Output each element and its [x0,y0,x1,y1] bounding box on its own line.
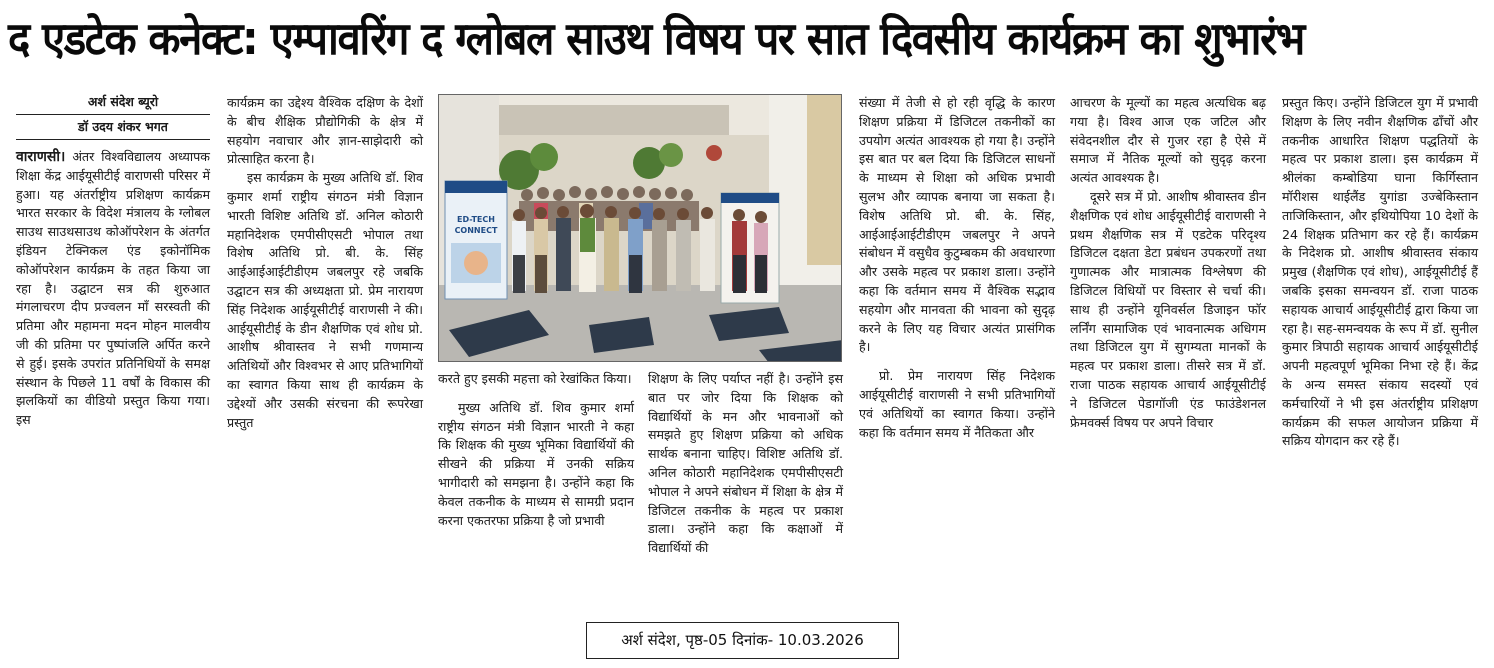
article-column-5 [859,94,1055,442]
article-column-7 [1282,94,1478,451]
article-paragraph: दूसरे सत्र में प्रो. आशीष श्रीवास्तव डीन शैक्षणिक एवं शोध आईयूसीटीई वाराणसी ने प्रथम शैक्षणिक सत्र में एडटेक परिदृश्य डिजिटल दक्षता डेटा प्रबंधन उपकरणों तथा गुणात्मक और मात्रात्मक विश्लेषण की डिजिटल विधियों पर विस्तार से चर्चा की। साथ ही उन्होंने यूनिवर्सल डिजाइन फॉर लर्निंग सामाजिक एवं भावनात्मक अधिगम तथा डिजिटल युग में सुगम्यता मानकों के महत्व पर प्रकाश डाला। तीसरे सत्र में डॉ. राजा पाठक सहायक आचार्य आईयूसीटीई ने डिजिटल पेडागॉजी एंड फाउंडेशनल फ्रेमवर्क्स विषय पर अपने विचार [1070,188,1266,430]
byline-bureau: अर्श संदेश ब्यूरो [87,94,159,109]
publication-footer: अर्श संदेश, पृष्ठ-05 दिनांक- 10.03.2026 [586,622,899,659]
article-paragraph: इस कार्यक्रम के मुख्य अतिथि डॉ. शिव कुमार शर्मा राष्ट्रीय संगठन मंत्री विज्ञान भारती विशिष्ट अतिथि डॉ. अनिल कोठारी महानिदेशक एमपीसीएसटी भोपाल तथा विशेष अतिथि प्रो. बी. के. सिंह आईआईआईटीडीएम जबलपुर रहे जबकि उद्घाटन सत्र की अध्यक्षता प्रो. प्रेम नारायण सिंह निदेशक आईयूसीटीई वाराणसी ने की। आईयूसीटीई के डीन शैक्षणिक एवं शोध प्रो. आशीष श्रीवास्तव ने सभी गणमान्य अतिथियों और विश्वभर से आए प्रतिभागियों का स्वागत किया साथ ही कार्यक्रम के उद्देश्यों और उसकी संरचना की रूपरेखा प्रस्तुत [227,170,423,430]
byline-author: डॉ उदय शंकर भगत [78,119,168,134]
byline-divider [16,114,210,115]
headline: द एडटेक कनेक्ट: एम्पावरिंग द ग्लोबल साउथ विषय पर सात दिवसीय कार्यक्रम का शुभारंभ [8,12,1304,65]
article-paragraph: कार्यक्रम का उद्देश्य वैश्विक दक्षिण के देशों के बीच शैक्षिक प्रौद्योगिकी के क्षेत्र में सहयोग नवाचार और ज्ञान-साझेदारी को प्रोत्साहित करना है। [227,95,423,167]
article-column-4 [648,370,843,558]
article-column-2 [227,94,423,432]
dateline: वाराणसी। [16,149,66,165]
article-paragraph: आचरण के मूल्यों का महत्व अत्यधिक बढ़ गया है। विश्व आज एक जटिल और संवेदनशील दौर से गुजर रहा है ऐसे में समाज में नैतिक मूल्यों को सुदृढ़ करना अत्यंत आवश्यक है। [1070,95,1266,186]
article-paragraph: प्रस्तुत किए। उन्होंने डिजिटल युग में प्रभावी शिक्षण के लिए नवीन शैक्षणिक ढाँचों और तकनीक आधारित शिक्षण पद्धतियों के महत्व पर प्रकाश डाला। इस कार्यक्रम में श्रीलंका कम्बोडिया घाना किर्गिस्तान मॉरीशस थाईलैंड युगांडा उज्बेकिस्तान ताजिकिस्तान, और इथियोपिया 10 देशों के 24 शिक्षक प्रतिभाग कर रहे हैं। कार्यक्रम के निदेशक प्रो. आशीष श्रीवास्तव संकाय प्रमुख (शैक्षणिक एवं शोध), आईयूसीटीई हैं जबकि इसका समन्वयन डॉ. राजा पाठक सहायक आचार्य आईयूसीटीई द्वारा किया जा रहा है। सह-समन्वयक के रूप में डॉ. सुनील कुमार त्रिपाठी सहायक आचार्य आईयूसीटीई अपनी महत्वपूर्ण भूमिका निभा रहे हैं। केंद्र के अन्य समस्त संकाय सदस्यों एवं कर्मचारियों ने भी इस अंतर्राष्ट्रीय प्रशिक्षण कार्यक्रम की सफल आयोजन प्रक्रिया में सक्रिय योगदान कर रहे हैं। [1282,95,1478,449]
byline-divider [16,139,210,140]
banner-text: ED-TECH [457,215,495,224]
article-paragraph: करते हुए इसकी महत्ता को रेखांकित किया। [438,371,632,386]
article-column-6 [1070,94,1266,432]
article-paragraph: शिक्षण के लिए पर्याप्त नहीं है। उन्होंने इस बात पर जोर दिया कि शिक्षक को विद्यार्थियों के मन और भावनाओं को समझते हुए शिक्षण प्रक्रिया को अधिक सार्थक बनाना चाहिए। विशिष्ट अतिथि डॉ. अनिल कोठारी महानिदेशक एमपीसीएसटी भोपाल ने अपने संबोधन में शिक्षा के क्षेत्र में डिजिटल तकनीक के महत्व पर प्रकाश डाला। उन्होंने कहा कि कक्षाओं में विद्यार्थियों की [648,371,843,556]
article-column-1 [16,92,210,430]
article-column-3 [438,370,634,530]
svg-text:CONNECT: CONNECT [454,226,498,235]
article-paragraph: मुख्य अतिथि डॉ. शिव कुमार शर्मा राष्ट्रीय संगठन मंत्री विज्ञान भारती ने कहा कि शिक्षक की मुख्य भूमिका विद्यार्थियों की सीखने की प्रक्रिया में उनकी सक्रिय भागीदारी को समझना है। उन्होंने कहा कि केवल तकनीक के माध्यम से सामग्री प्रदान करना एकतरफा प्रक्रिया है जो प्रभावी [438,399,634,528]
article-paragraph: संख्या में तेजी से हो रही वृद्धि के कारण शिक्षण प्रक्रिया में डिजिटल तकनीकों का उपयोग अत्यंत आवश्यक हो गया है। उन्होंने इस बात पर बल दिया कि डिजिटल साधनों के माध्यम से शिक्षा को अधिक प्रभावी सुलभ और व्यापक बनाया जा सकता है। विशेष अतिथि प्रो. बी. के. सिंह, आईआईआईटीडीएम जबलपुर ने अपने संबोधन में वसुधैव कुटुम्बकम की अवधारणा और उसके महत्व पर प्रकाश डाला। उन्होंने कहा कि वर्तमान समय में वैश्विक सद्भाव सहयोग और मानवता की भावना को सुदृढ़ करने के लिए यह विचार अत्यंत प्रासंगिक है। [859,95,1055,355]
article-paragraph: प्रो. प्रेम नारायण सिंह निदेशक आईयूसीटीई वाराणसी ने सभी प्रतिभागियों एवं अतिथियों का स्वागत किया। उन्होंने कहा कि वर्तमान समय में नैतिकता और [859,368,1055,440]
article-paragraph: वाराणसी। अंतर विश्वविद्यालय अध्यापक शिक्षा केंद्र आईयूसीटीई वाराणसी परिसर में हुआ। यह अंतर्राष्ट्रीय प्रशिक्षण कार्यक्रम भारत सरकार के विदेश मंत्रालय के ग्लोबल साउथ साउथसाउथ कोऑपरेशन के अंतर्गत इंडियन टेक्निकल एंड इकोनॉमिक कोऑपरेशन कार्यक्रम के तहत किया जा रहा है। उद्घाटन सत्र की शुरुआत मंगलाचरण दीप प्रज्वलन माँ सरस्वती की प्रतिमा और महामना मदन मोहन मालवीय जी की प्रतिमा पर पुष्पांजलि अर्पित करने से हुई। इसके उपरांत प्रतिनिधियों के समक्ष संस्थान के पिछले 11 वर्षों के विकास की झलकियों का वीडियो प्रस्तुत किया गया। इस [16,149,210,428]
event-group-photo [438,94,842,362]
